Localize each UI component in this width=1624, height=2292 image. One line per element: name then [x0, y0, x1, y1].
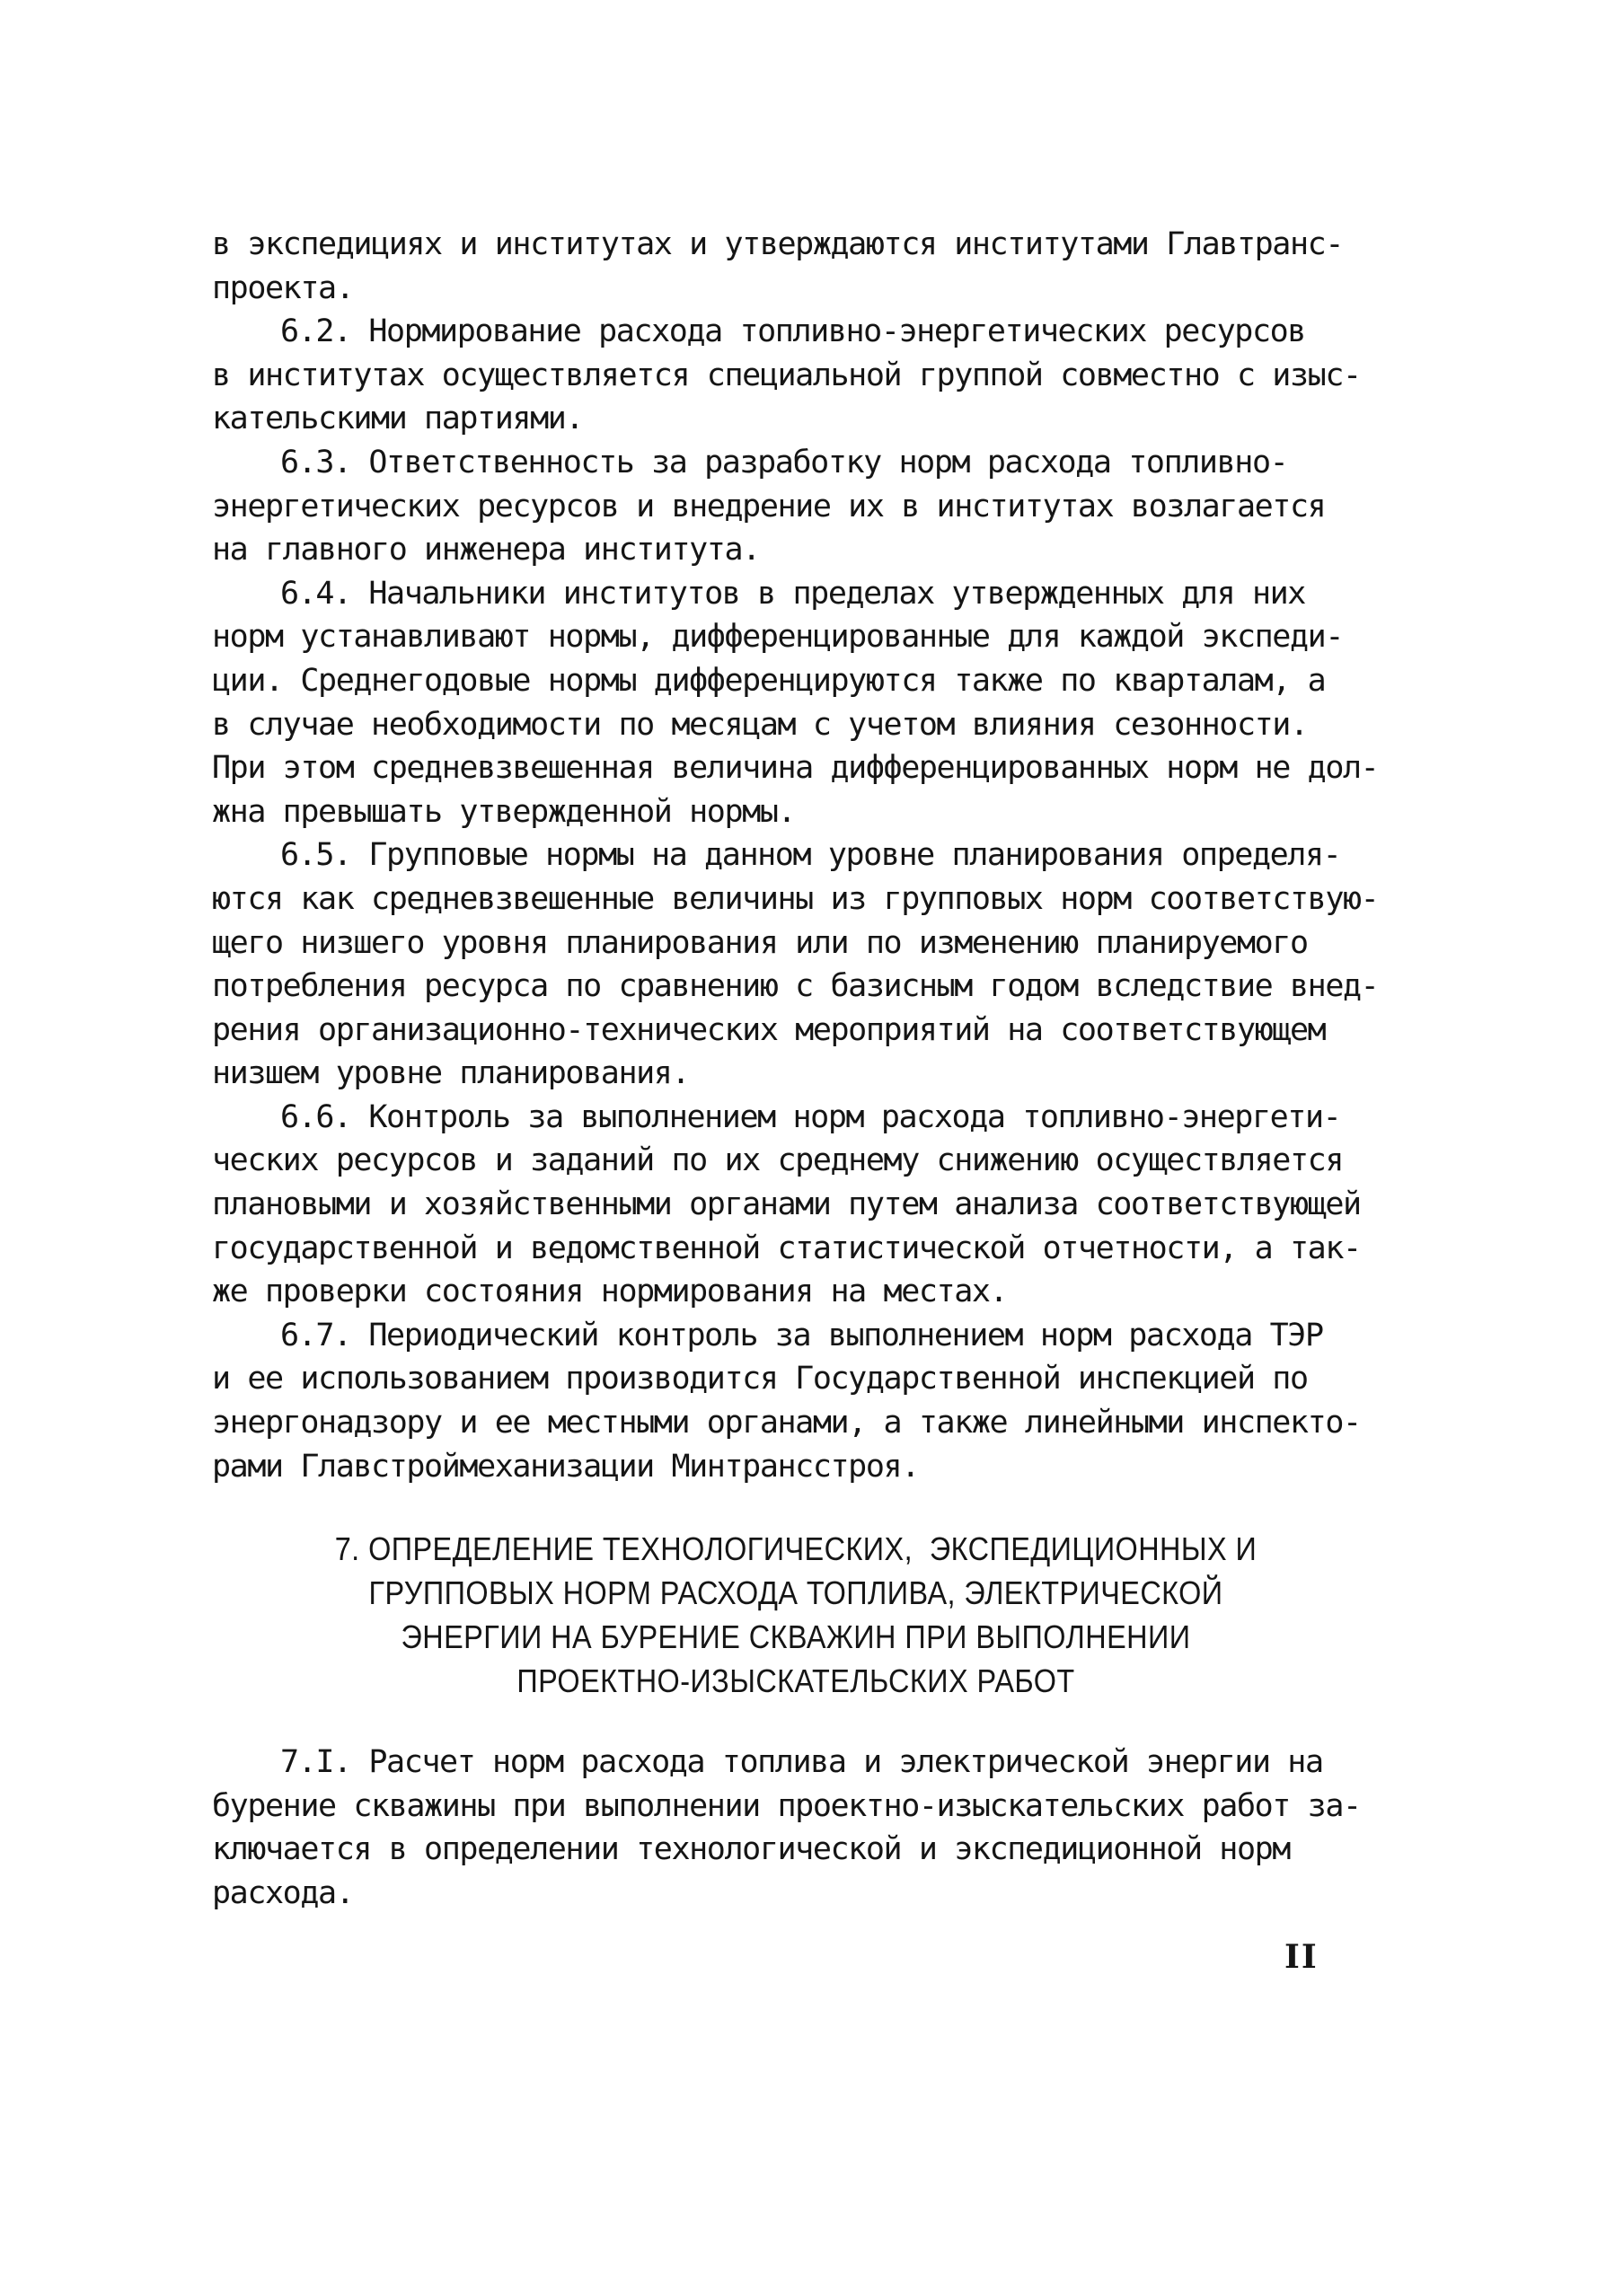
text-line: ции. Среднегодовые нормы дифференцируются также по кварталам, а: [212, 662, 1326, 699]
text-line: и ее использованием производится Государственной инспекцией по: [212, 1361, 1308, 1397]
paragraph-6-7-line: 6.7. Периодический контроль за выполнением норм расхода ТЭР: [280, 1317, 1323, 1353]
heading-line: ПРОЕКТНО-ИЗЫСКАТЕЛЬСКИХ РАБОТ: [516, 1662, 1075, 1699]
paragraph-6-5-line: 6.5. Групповые нормы на данном уровне планирования определя-: [280, 837, 1341, 874]
text-line: же проверки состояния нормирования на местах.: [212, 1274, 1008, 1310]
text-line: энергонадзору и ее местными органами, а также линейными инспекто-: [212, 1405, 1361, 1441]
text-line: государственной и ведомственной статистической отчетности, а так-: [212, 1230, 1361, 1266]
page-number: II: [1284, 1938, 1319, 1976]
heading-line: ЭНЕРГИИ НА БУРЕНИЕ СКВАЖИН ПРИ ВЫПОЛНЕНИИ: [401, 1618, 1191, 1655]
text-line: низшем уровне планирования.: [212, 1055, 690, 1092]
paragraph-6-6-line: 6.6. Контроль за выполнением норм расхода топливно-энергети-: [280, 1098, 1341, 1135]
text-line: При этом средневзвешенная величина дифференцированных норм не дол-: [212, 750, 1379, 787]
text-line: в экспедициях и институтах и утверждаются институтами Главтранс-: [212, 226, 1343, 262]
body-text-section-7: [212, 1741, 1380, 1915]
paragraph-7-1-line: 7.I. Расчет норм расхода топлива и электрической энергии на: [280, 1744, 1323, 1780]
heading-line: ГРУППОВЫХ НОРМ РАСХОДА ТОПЛИВА, ЭЛЕКТРИЧЕСКОЙ: [368, 1574, 1223, 1611]
text-line: на главного инженера института.: [212, 532, 760, 569]
text-line: ключается в определении технологической и экспедиционной норм: [212, 1831, 1290, 1868]
paragraph-6-2-line: 6.2. Нормирование расхода топливно-энергетических ресурсов: [280, 313, 1305, 350]
text-line: ются как средневзвешенные величины из групповых норм соответствую-: [212, 880, 1379, 917]
heading-line: 7. ОПРЕДЕЛЕНИЕ ТЕХНОЛОГИЧЕСКИХ, ЭКСПЕДИЦИОННЫХ И: [334, 1530, 1258, 1567]
text-line: энергетических ресурсов и внедрение их в институтах возлагается: [212, 488, 1326, 525]
text-line: рения организационно-технических мероприятий на соответствующем: [212, 1011, 1326, 1048]
section-heading: [212, 1527, 1380, 1703]
text-line: жна превышать утвержденной нормы.: [212, 793, 796, 830]
text-line: щего низшего уровня планирования или по изменению планируемого: [212, 924, 1308, 961]
text-line: ческих ресурсов и заданий по их среднему снижению осуществляется: [212, 1142, 1343, 1179]
text-line: в институтах осуществляется специальной группой совместно с изыс-: [212, 357, 1361, 393]
body-text: [212, 223, 1380, 1488]
text-line: потребления ресурса по сравнению с базисным годом вследствие внед-: [212, 968, 1379, 1005]
text-line: проекта.: [212, 269, 354, 306]
paragraph-6-4-line: 6.4. Начальники институтов в пределах утвержденных для них: [280, 575, 1305, 612]
text-line: плановыми и хозяйственными органами путем анализа соответствующей: [212, 1186, 1361, 1223]
text-line: кательскими партиями.: [212, 401, 584, 437]
paragraph-6-3-line: 6.3. Ответственность за разработку норм расхода топливно-: [280, 444, 1288, 480]
text-line: бурение скважины при выполнении проектно-изыскательских работ за-: [212, 1787, 1361, 1824]
text-line: расхода.: [212, 1874, 354, 1911]
text-line: в случае необходимости по месяцам с учетом влияния сезонности.: [212, 706, 1308, 743]
text-line: рами Главстроймеханизации Минтрансстроя.: [212, 1448, 919, 1485]
text-line: норм устанавливают нормы, дифференцированные для каждой экспеди-: [212, 619, 1343, 656]
